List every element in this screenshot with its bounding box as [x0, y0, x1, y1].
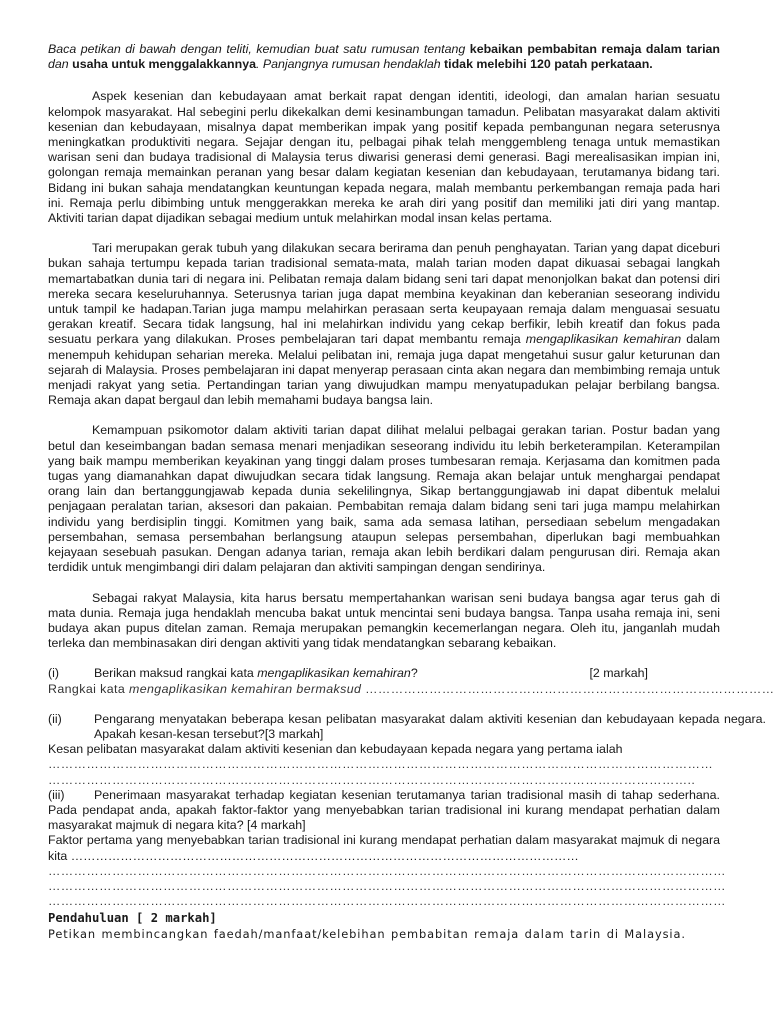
- question-2-answer-prompt: Kesan pelibatan masyarakat dalam aktiviti kesenian dan kebudayaan kepada negara yang pertama ialah: [48, 742, 623, 757]
- instruction-part-1: Baca petikan di bawah dengan teliti, kemudian buat satu rumusan tentang: [48, 42, 470, 56]
- question-3-answer-line-2[interactable]: ……………………………………………………………………………………………………………………………………………: [48, 878, 726, 893]
- instruction-text: [48, 42, 720, 72]
- question-1-text-b: ?: [410, 666, 418, 681]
- question-2-answer-line-1[interactable]: …………………………………………………………………………………………………………………………………………: [48, 757, 714, 772]
- question-2-text: Pengarang menyatakan beberapa kesan pelibatan masyarakat dalam aktiviti kesenian dan kebudayaan kepada negara. Apakah kesan-kesan tersebut?[3 markah]: [94, 711, 766, 741]
- question-1-text-a: Berikan maksud rangkai kata: [94, 666, 258, 681]
- question-1-marks: [2 markah]: [589, 666, 648, 681]
- instruction-part-3: . Panjangnya rumusan hendaklah: [255, 57, 445, 72]
- paragraph-2-part-b: dalam menempuh kehidupan seharian mereka. Melalui pelibatan ini, remaja juga dapat mengetahui susur galur keturunan dan sejarah di Malaysia. Proses pembelajaran ini dapat menyerap perasaan cinta akan negara dan membimbing remaja untuk menjadi rakyat yang setia. Pertandingan tarian yang diwujudkan mampu menyatupadukan pelajar berbilang bangsa. Remaja akan dapat bergaul dan lebih memahami budaya bangsa lain.: [48, 332, 720, 408]
- question-1-text-italic: mengaplikasikan kemahiran: [257, 666, 411, 681]
- question-1-text: [94, 666, 589, 681]
- passage-paragraph-1: Aspek kesenian dan kebudayaan amat berkait rapat dengan identiti, ideologi, dan amalan harian sesuatu kelompok masyarakat. Hal sebegini perlu dikekalkan demi kesinambungan tamadun. Pelibatan masyarakat dalam aktiviti kesenian dan kebudayaan, misalnya dapat memberikan impak yang positif kepada pembangunan negara seterusnya meningkatkan produktiviti negara. Sejajar dengan itu, pelbagai pihak telah menggembleng tenaga untuk memastikan warisan seni dan budaya tradisional di Malaysia terus diwarisi generasi demi generasi. Bagi merealisasikan impian ini, golongan remaja memainkan peranan yang besar dalam kegiatan kesenian dan kebudayaan, terutamanya bidang tari. Bidang ini bukan sahaja mendatangkan keuntungan kepada negara, malah membantu perkembangan remaja pada hari ini. Remaja perlu dibimbing untuk menggerakkan mereka ke arah diri yang positif dan memiliki jati diri yang mantap. Aktiviti tarian dapat dijadikan sebagai medium untuk melahirkan modal insan kelas pertama.: [48, 89, 720, 226]
- question-1-answer-line[interactable]: [48, 681, 774, 697]
- question-3: [48, 787, 726, 910]
- passage-paragraph-4: Sebagai rakyat Malaysia, kita harus bersatu mempertahankan warisan seni budaya bangsa agar terus gah di mata dunia. Remaja juga hendaklah mencuba bakat untuk mencintai seni budaya bangsa. Tanpa usaha remaja ini, seni budaya akan pupus ditelan zaman. Remaja merupakan pemangkin kecemerlangan negara. Oleh itu, janganlah mudah terleka dan membinasakan diri dengan aktiviti yang tidak mendatangkan sebarang kebaikan.: [48, 590, 720, 651]
- section-heading: Pendahuluan [ 2 markah]: [48, 911, 217, 926]
- question-2: [48, 711, 766, 788]
- passage-paragraph-2: [48, 241, 720, 408]
- paragraph-2-part-a: Tari merupakan gerak tubuh yang dilakukan secara berirama dan penuh penghayatan. Tarian yang dapat diceburi bukan sahaja tertumpu kepada tarian tradisional semata-mata, malah tarian moden dapat dikuasai sebagai langkah memartabatkan dunia tari di negara ini. Pelibatan remaja dalam bidang seni tari dapat menonjolkan bakat dan potensi diri mereka secara keseluruhannya. Seterusnya tarian juga dapat membina keyakinan dan keberanian seseorang individu untuk tampil ke hadapan.Tarian juga mampu melahirkan perasaan serta keupayaan remaja dalam menguasai sesuatu gerakan kreatif. Secara tidak langsung, hal ini melahirkan individu yang cekap berfikir, lebih kreatif dan fokus pada sesuatu perkara yang dilakukan. Proses pembelajaran tari dapat membantu remaja: [48, 241, 720, 347]
- question-2-answer-line-2[interactable]: ……………………………………………………………………………………………………………………………………..: [48, 772, 696, 787]
- question-3-answer-line-3[interactable]: ……………………………………………………………………………………………………………………………………………: [48, 894, 726, 909]
- question-2-number: (ii): [48, 711, 62, 726]
- question-3-answer-line-1[interactable]: ……………………………………………………………………………………………………………………………………………: [48, 863, 726, 878]
- instruction-bold-3: tidak melebihi 120 patah perkataan.: [444, 57, 653, 72]
- question-3-number: (iii): [48, 787, 65, 802]
- question-1-number: (i): [48, 666, 60, 681]
- paragraph-2-italic-phrase: mengaplikasikan kemahiran: [525, 332, 682, 347]
- answer-1-prefix: Rangkai kata: [48, 681, 129, 696]
- answer-1-italic: mengaplikasikan kemahiran bermaksud: [128, 681, 362, 696]
- instruction-part-2: dan: [48, 57, 73, 72]
- question-3-answer-prompt: Faktor pertama yang menyebabkan tarian tradisional ini kurang mendapat perhatian dalam masyarakat majmuk di negara kita ……………………………………………………………………………………………………………: [48, 833, 720, 863]
- question-3-text: Penerimaan masyarakat terhadap kegiatan kesenian terutamanya tarian tradisional masih di tahap sederhana. Pada pendapat anda, apakah faktor-faktor yang menyebabkan tarian tradisional ini kurang mendapat perhatian dalam masyarakat majmuk di negara kita? [4 markah]: [48, 787, 720, 833]
- instruction-bold-1: kebaikan pembabitan remaja dalam tarian: [469, 42, 720, 56]
- answer-1-dots: ……………………………………………………………………………………: [361, 681, 774, 696]
- instruction-bold-2: usaha untuk menggalakkannya: [72, 57, 256, 72]
- passage-paragraph-3: Kemampuan psikomotor dalam aktiviti tarian dapat dilihat melalui pelbagai gerakan tarian. Postur badan yang betul dan keseimbangan badan semasa menari menjadikan seseorang individu itu lebih berketerampilan. Keterampilan yang baik mampu memberikan keyakinan yang tinggi dalam proses tumbesaran remaja. Kerjasama dan komitmen pada tugas yang diamanahkan dapat diwujudkan secara tidak langsung. Remaja akan belajar untuk menghargai pendapat orang lain dan bertanggungjawab kepada dunia sekelilingnya, Sikap bertanggungjawab ini dapat dibentuk melalui penjagaan peralatan tarian, aksesori dan pakaian. Pembabitan remaja dalam bidang seni tari juga mampu melahirkan individu yang berdisiplin tinggi. Komitmen yang baik, sama ada semasa latihan, persediaan sebelum mengadakan persembahan, semasa persembahan berlangsung ataupun selepas persembahan, diperlukan bagi membuahkan kejayaan sesebuah pasukan. Dengan adanya tarian, remaja akan lebih berdikari dalam pengurusan diri. Remaja akan terdidik untuk mengimbangi diri dalam pelajaran dan aktiviti sampingan dengan sendirinya.: [48, 423, 720, 575]
- section-note: Petikan membincangkan faedah/manfaat/kelebihan pembabitan remaja dalam tarin di Malaysia.: [48, 926, 686, 941]
- question-1: [48, 666, 774, 696]
